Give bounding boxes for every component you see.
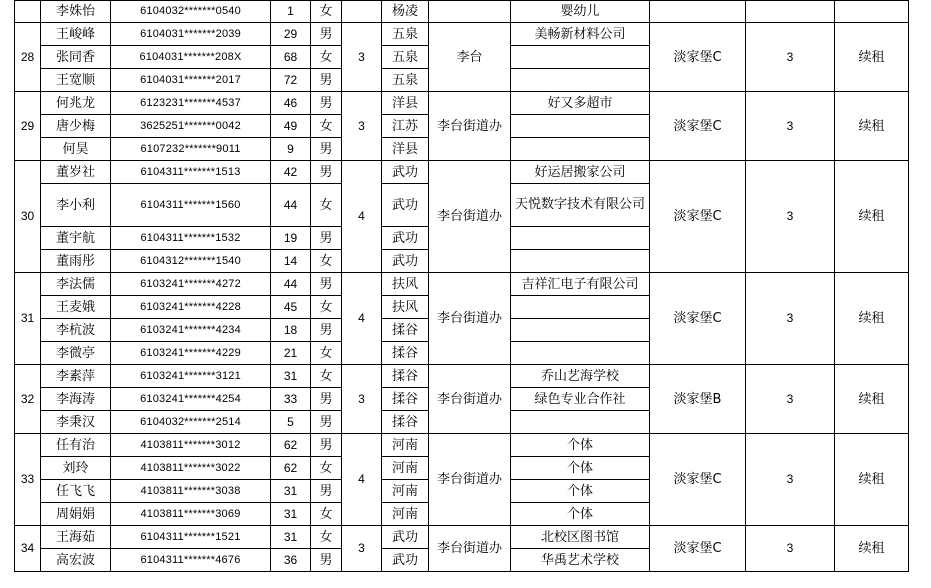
employer (511, 411, 650, 434)
person-age: 31 (271, 526, 311, 549)
household-count: 4 (342, 273, 382, 365)
room-count: 3 (746, 365, 835, 434)
employer: 天悦数字技术有限公司 (511, 184, 650, 227)
person-name: 董宇航 (41, 227, 111, 250)
place-of-origin: 武功 (382, 161, 429, 184)
rental-type: 续租 (835, 434, 909, 526)
employer (511, 250, 650, 273)
id-number: 6103241*******4254 (111, 388, 271, 411)
group-number: 28 (15, 23, 41, 92)
employer: 个体 (511, 457, 650, 480)
person-age: 21 (271, 342, 311, 365)
id-number: 6107232*******9011 (111, 138, 271, 161)
employer: 北校区图书馆 (511, 526, 650, 549)
group-number: 31 (15, 273, 41, 365)
person-gender: 男 (311, 273, 342, 296)
person-gender: 男 (311, 388, 342, 411)
housing-estate: 淡家堡C (650, 23, 746, 92)
person-name: 何昊 (41, 138, 111, 161)
group-number: 32 (15, 365, 41, 434)
person-name: 李秉汉 (41, 411, 111, 434)
employer (511, 69, 650, 92)
group-number: 30 (15, 161, 41, 273)
id-number: 6103241*******4228 (111, 296, 271, 319)
place-of-origin: 河南 (382, 480, 429, 503)
person-age: 72 (271, 69, 311, 92)
person-gender: 男 (311, 319, 342, 342)
person-age: 14 (271, 250, 311, 273)
place-of-origin: 扶风 (382, 273, 429, 296)
employer: 好又多超市 (511, 92, 650, 115)
person-gender: 男 (311, 227, 342, 250)
person-name: 李素萍 (41, 365, 111, 388)
place-of-origin: 武功 (382, 227, 429, 250)
id-number: 4103811*******3012 (111, 434, 271, 457)
place-of-origin: 揉谷 (382, 411, 429, 434)
person-age: 62 (271, 457, 311, 480)
id-number: 6104311*******1521 (111, 526, 271, 549)
place-of-origin: 江苏 (382, 115, 429, 138)
table-row (15, 161, 909, 184)
person-gender: 男 (311, 549, 342, 572)
place-of-origin: 揉谷 (382, 388, 429, 411)
household-count: 4 (342, 161, 382, 273)
person-name: 唐少梅 (41, 115, 111, 138)
person-name: 李微亭 (41, 342, 111, 365)
household-count: 3 (342, 365, 382, 434)
household-count: 3 (342, 23, 382, 92)
person-name: 刘玲 (41, 457, 111, 480)
place-of-origin: 揉谷 (382, 319, 429, 342)
employer (511, 227, 650, 250)
id-number: 6104311*******1532 (111, 227, 271, 250)
table-row (15, 1, 909, 23)
id-number: 6103241*******4272 (111, 273, 271, 296)
id-number: 6104311*******1560 (111, 184, 271, 227)
person-age: 45 (271, 296, 311, 319)
rental-type: 续租 (835, 365, 909, 434)
housing-estate: 淡家堡C (650, 273, 746, 365)
employer (511, 46, 650, 69)
person-age: 19 (271, 227, 311, 250)
place-of-origin: 河南 (382, 503, 429, 526)
place-of-origin: 河南 (382, 457, 429, 480)
rental-type: 续租 (835, 23, 909, 92)
employer: 华禹艺术学校 (511, 549, 650, 572)
place-of-origin: 五泉 (382, 23, 429, 46)
person-name: 李海涛 (41, 388, 111, 411)
street-office: 李台街道办 (429, 161, 511, 273)
rental-type: 续租 (835, 526, 909, 572)
place-of-origin: 揉谷 (382, 342, 429, 365)
place-of-origin: 武功 (382, 250, 429, 273)
id-number: 6104311*******1513 (111, 161, 271, 184)
street-office: 李台街道办 (429, 273, 511, 365)
table-row (15, 526, 909, 549)
place-of-origin: 河南 (382, 434, 429, 457)
person-age: 1 (271, 1, 311, 23)
person-name: 任有治 (41, 434, 111, 457)
person-age: 9 (271, 138, 311, 161)
employer: 乔山艺海学校 (511, 365, 650, 388)
room-count: 3 (746, 161, 835, 273)
id-number: 3625251*******0042 (111, 115, 271, 138)
employer: 个体 (511, 480, 650, 503)
employer (511, 319, 650, 342)
person-age: 46 (271, 92, 311, 115)
place-of-origin: 洋县 (382, 92, 429, 115)
id-number: 6104032*******2514 (111, 411, 271, 434)
place-of-origin: 洋县 (382, 138, 429, 161)
person-gender: 女 (311, 1, 342, 23)
place-of-origin: 揉谷 (382, 365, 429, 388)
person-age: 33 (271, 388, 311, 411)
employer: 好运居搬家公司 (511, 161, 650, 184)
person-age: 29 (271, 23, 311, 46)
room-count: 3 (746, 273, 835, 365)
person-gender: 女 (311, 342, 342, 365)
person-age: 31 (271, 503, 311, 526)
person-name: 王峻峰 (41, 23, 111, 46)
table-row (15, 273, 909, 296)
person-gender: 女 (311, 365, 342, 388)
rental-type: 续租 (835, 92, 909, 161)
person-age: 49 (271, 115, 311, 138)
street-office: 李台街道办 (429, 526, 511, 572)
id-number: 6104031*******2039 (111, 23, 271, 46)
person-gender: 女 (311, 46, 342, 69)
place-of-origin: 五泉 (382, 46, 429, 69)
employer: 吉祥汇电子有限公司 (511, 273, 650, 296)
id-number: 6103241*******4234 (111, 319, 271, 342)
rooms-cell (746, 1, 835, 23)
rental-type: 续租 (835, 273, 909, 365)
person-age: 44 (271, 184, 311, 227)
person-name: 何兆龙 (41, 92, 111, 115)
place-of-origin: 五泉 (382, 69, 429, 92)
group-number: 29 (15, 92, 41, 161)
table-row (15, 23, 909, 46)
housing-estate: 淡家堡C (650, 161, 746, 273)
person-gender: 女 (311, 184, 342, 227)
table-row (15, 92, 909, 115)
person-gender: 男 (311, 434, 342, 457)
person-name: 李杭波 (41, 319, 111, 342)
person-age: 31 (271, 480, 311, 503)
employer: 个体 (511, 503, 650, 526)
person-name: 周娟娟 (41, 503, 111, 526)
person-gender: 男 (311, 161, 342, 184)
person-age: 36 (271, 549, 311, 572)
id-number: 6104031*******208X (111, 46, 271, 69)
employer: 个体 (511, 434, 650, 457)
person-gender: 男 (311, 23, 342, 46)
id-number: 6103241*******3121 (111, 365, 271, 388)
person-name: 董岁社 (41, 161, 111, 184)
place-of-origin: 杨凌 (382, 1, 429, 23)
id-number: 4103811*******3069 (111, 503, 271, 526)
person-name: 董雨彤 (41, 250, 111, 273)
person-name: 王宽顺 (41, 69, 111, 92)
person-gender: 男 (311, 480, 342, 503)
room-count: 3 (746, 23, 835, 92)
tenant-registry-table (14, 0, 909, 572)
employer: 绿色专业合作社 (511, 388, 650, 411)
table-body (15, 1, 909, 572)
id-number: 6103241*******4229 (111, 342, 271, 365)
person-name: 李小利 (41, 184, 111, 227)
employer (511, 296, 650, 319)
person-gender: 男 (311, 92, 342, 115)
person-gender: 女 (311, 250, 342, 273)
person-age: 5 (271, 411, 311, 434)
estate-cell (650, 1, 746, 23)
person-gender: 女 (311, 457, 342, 480)
housing-estate: 淡家堡C (650, 526, 746, 572)
place-of-origin: 武功 (382, 549, 429, 572)
employer (511, 115, 650, 138)
person-gender: 女 (311, 503, 342, 526)
housing-estate: 淡家堡B (650, 365, 746, 434)
person-gender: 女 (311, 296, 342, 319)
street-office-cell (429, 1, 511, 23)
id-number: 4103811*******3022 (111, 457, 271, 480)
place-of-origin: 武功 (382, 184, 429, 227)
id-number: 4103811*******3038 (111, 480, 271, 503)
household-count: 3 (342, 526, 382, 572)
person-name: 高宏波 (41, 549, 111, 572)
person-age: 62 (271, 434, 311, 457)
person-gender: 男 (311, 411, 342, 434)
person-age: 31 (271, 365, 311, 388)
place-of-origin: 武功 (382, 526, 429, 549)
household-count-cell (342, 1, 382, 23)
housing-estate: 淡家堡C (650, 92, 746, 161)
group-number-cell (15, 1, 41, 23)
room-count: 3 (746, 434, 835, 526)
household-count: 3 (342, 92, 382, 161)
person-age: 68 (271, 46, 311, 69)
person-gender: 男 (311, 69, 342, 92)
person-age: 42 (271, 161, 311, 184)
room-count: 3 (746, 526, 835, 572)
rental-type: 续租 (835, 161, 909, 273)
id-number: 6104312*******1540 (111, 250, 271, 273)
table-row (15, 365, 909, 388)
room-count: 3 (746, 92, 835, 161)
person-age: 44 (271, 273, 311, 296)
household-count: 4 (342, 434, 382, 526)
id-number: 6104032*******0540 (111, 1, 271, 23)
person-name: 任飞飞 (41, 480, 111, 503)
group-number: 33 (15, 434, 41, 526)
place-of-origin: 扶风 (382, 296, 429, 319)
person-gender: 女 (311, 115, 342, 138)
group-number: 34 (15, 526, 41, 572)
table-row (15, 434, 909, 457)
street-office: 李台 (429, 23, 511, 92)
id-number: 6104311*******4676 (111, 549, 271, 572)
person-age: 18 (271, 319, 311, 342)
street-office: 李台街道办 (429, 434, 511, 526)
employer: 婴幼儿 (511, 1, 650, 23)
person-name: 王海茹 (41, 526, 111, 549)
employer (511, 342, 650, 365)
employer (511, 138, 650, 161)
person-name: 张同香 (41, 46, 111, 69)
street-office: 李台街道办 (429, 365, 511, 434)
person-name: 王麦娥 (41, 296, 111, 319)
person-name: 李姝怡 (41, 1, 111, 23)
street-office: 李台街道办 (429, 92, 511, 161)
housing-estate: 淡家堡C (650, 434, 746, 526)
id-number: 6123231*******4537 (111, 92, 271, 115)
employer: 美畅新材料公司 (511, 23, 650, 46)
person-name: 李法儒 (41, 273, 111, 296)
rental-type-cell (835, 1, 909, 23)
person-gender: 女 (311, 526, 342, 549)
id-number: 6104031*******2017 (111, 69, 271, 92)
person-gender: 男 (311, 138, 342, 161)
